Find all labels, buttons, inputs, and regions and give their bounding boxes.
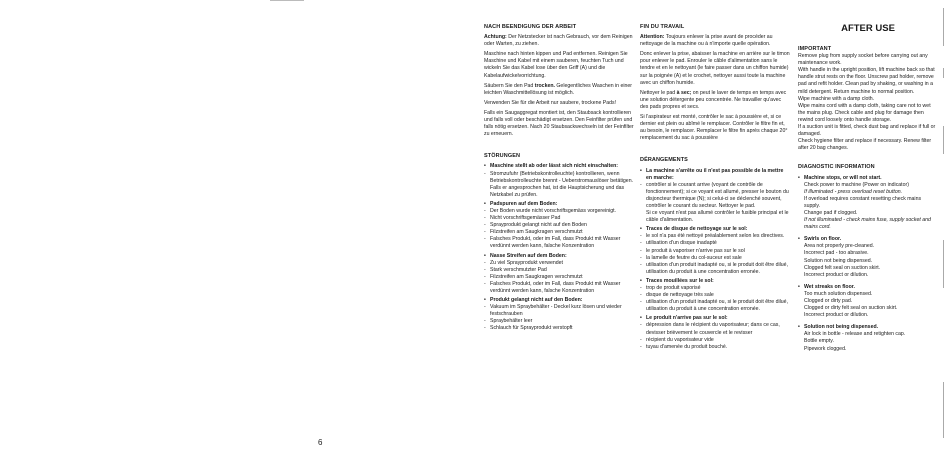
list-item: - Schlauch für Sprayprodukt verstopft: [484, 325, 634, 332]
section-heading: STÖRUNGEN: [484, 153, 521, 160]
fault-list: [798, 175, 938, 232]
paragraph: Si l'aspirateur est monté, contrôler le sac à poussière et, si ce dernier est plein ou abîmé le remplacer. Contrôler le filtre fin et, au besoin, le remplacer. Remplacer le filtre fin après chaque 20° remplacement du sac à poussière: [640, 114, 788, 142]
list-item: Solution not being dispensed.: [804, 257, 873, 264]
right-edge-bar: [943, 240, 944, 288]
list-item: - Nicht vorschriftsgemässer Pad: [484, 215, 634, 222]
list-item: - Sprayprodukt gelangt nicht auf den Boden: [484, 222, 634, 229]
fault-list: [484, 253, 634, 296]
paragraph: Donc enlever la prise, abaisser la machine en arrière sur le timon pour enlever le pad. Enrouler le câble d'alimentation sans le tendre et en le nettoyant (le faire passer dans un chiffon humide) sur la poignée (A) et le crochet, nettoyer aussi toute la machine avec un chiffon humide.: [640, 51, 790, 86]
list-item: - Der Boden wurde nicht vorschriftsgemäss vorgereinigt.: [484, 208, 634, 215]
fault-title: • Traces de disque de nettoyage sur le sol:: [640, 226, 790, 233]
list-item: - Stromzufuhr (Betriebskontrolleuchte) kontrollieren, wenn Betriebskontrolleuchte brennt - Ueberstromauslöser betätigen. Falls er angesprochen hat, ist die Hauptsicherung und das Netzkabel zu prüfen.: [484, 171, 634, 199]
page-number: 6: [318, 438, 323, 447]
right-edge-bar: [943, 382, 944, 438]
paragraph: Maschine nach hinten kippen und Pad entfernen. Reinigen Sie Maschine und Kabel mit einem sauberen, feuchten Tuch und wickeln Sie das Kabel lose über den Griff (A) und die Kabelaufwickelvorrichtung.: [484, 51, 628, 79]
list-item: - disque de nettoyage très sale: [640, 292, 790, 299]
french-column: [640, 24, 790, 353]
list-item: - tuyau d'amenée du produit bouché.: [640, 344, 790, 351]
paragraph: Wipe machine with a damp cloth.: [798, 95, 875, 102]
paragraph: Remove plug from supply socket before carrying out any maintenance work.: [798, 53, 928, 67]
list-item: - Falsches Produkt, oder im Fall, dass Produkt mit Wasser verdünnt werden kann, falsche Konzentration: [484, 281, 634, 295]
list-item: If overload requires constant resetting check mains supply.: [804, 195, 922, 209]
warning-label: Attention:: [640, 34, 665, 41]
list-item: Si ce voyant n'est pas allumé contrôler le fusible principal et le câble d'alimentation.: [646, 210, 789, 224]
list-item: - Vakuum im Spraybehälter - Deckel kurz lösen und wieder festschrauben: [484, 304, 634, 318]
list-item: - la lamelle de feutre du col-suceur est sale: [640, 255, 790, 262]
fault-list: [484, 163, 634, 198]
list-item: - Stark verschmutzter Pad: [484, 267, 634, 274]
section-heading: IMPORTANT: [798, 46, 832, 52]
right-edge-bar: [943, 126, 944, 154]
list-item: - contrôler si le courant arrive (voyant de contrôle de fonctionnement); si ce voyant est allumé, presser le bouton du disjoncteur thermique (N); si celui-ci se déclenché souvent, contrôler le courant du secteur. Nettoyer le pad.: [640, 182, 790, 210]
list-item: - Spraybehälter leer: [484, 318, 634, 325]
fault-title: • Wet streaks on floor.: [798, 284, 938, 291]
list-item: - Falsches Produkt, oder im Fall, dass Produkt mit Wasser verdünnt werden kann, falsche Konzentration: [484, 236, 634, 250]
fault-title: • Swirls on floor.: [798, 236, 938, 243]
fault-list: [798, 236, 938, 279]
fault-list: [640, 315, 790, 350]
list-item: - dépression dans le récipient du vaporisateur; dans ce cas, devisser brièvement le couvercle et le revisser: [640, 322, 790, 336]
fault-list: [640, 168, 790, 225]
fault-title: • Maschine stellt ab oder lässt sich nicht einschalten:: [484, 163, 634, 170]
german-column: [484, 24, 634, 335]
list-item: - le sol n'a pas été nettoyé préalablement selon les directives.: [640, 233, 790, 240]
paragraph-text: on peut le laver de temps en temps avec une solution détergente peu concentrée. Ne travailler qu'avec des pads propres et secs.: [640, 89, 787, 110]
paragraph-text: Nettoyer le pad: [640, 89, 677, 96]
right-edge-bar: [943, 8, 944, 46]
list-item: Incorrect pad - too abrasive.: [804, 250, 869, 257]
list-item: - Filzstreifen am Saugkragen verschmutzt: [484, 229, 634, 236]
fault-title: • Solution not being dispensed.: [798, 324, 938, 331]
section-heading: DIAGNOSTIC INFORMATION: [798, 164, 875, 171]
list-item: Check power to machine (Power on indicator): [804, 181, 909, 188]
section-heading: FIN DU TRAVAIL: [640, 24, 685, 30]
fault-title: • La machine s'arrête ou il n'est pas possible de la mettre en marche:: [640, 168, 790, 182]
page-title: AFTER USE: [841, 23, 895, 34]
paragraph: Check hygiene filter and replace if necessary. Renew filter after 20 bag changes.: [798, 138, 932, 152]
fault-title: • Machine stops, or will not start.: [798, 175, 938, 182]
fault-list: [640, 226, 790, 276]
paragraph: [484, 34, 634, 48]
list-item: - Zu viel Sprayprodukt verwendet: [484, 260, 634, 267]
paragraph: Falls ein Saugaggregat montiert ist, den Staubsack kontrollieren und falls voll oder beschädigt ersetzen. Den Feinfilter prüfen und falls nötig ersetzen. Nach 20 Staubsackwechseln ist der Feinfilter zu erneuern.: [484, 109, 634, 138]
paragraph: With handle in the upright position, lift machine back so that handle strut rests on the floor. Unscrew pad holder, remove pad and refit holder. Clean pad by shaking, or washing in a mild detergent. Return machine to normal position.: [798, 67, 935, 95]
paragraph: [640, 90, 790, 111]
paragraph-text: Gelegentliches Waschen in einer leichten Waschmittellösung ist möglich.: [484, 82, 633, 96]
list-item: Clogged or dirty felt seal on suction skirt.: [804, 305, 898, 312]
fault-title: • Traces mouillées sur le sol:: [640, 278, 790, 285]
english-column: [798, 24, 938, 355]
list-item: - Filzstreifen am Saugkragen verschmutzt: [484, 274, 634, 281]
list-item: If not illuminated - check mains fuse, supply socket and mains cord.: [804, 217, 931, 231]
fault-list: [798, 324, 938, 352]
paragraph-text: Toujours enlever la prise avant de procéder au nettoyage de la machine ou à n'importe quelle opération.: [640, 34, 773, 48]
fault-title: • Le produit n'arrive pas sur le sol:: [640, 315, 790, 322]
paragraph: [640, 34, 790, 48]
list-item: Bottle empty.: [804, 338, 834, 345]
list-item: Clogged felt seal on suction skirt.: [804, 264, 881, 271]
warning-label: Achtung:: [484, 34, 507, 41]
list-item: Area not properly pre-cleaned.: [804, 243, 875, 250]
fault-list: [798, 284, 938, 319]
list-item: - trop de produit vaporisé: [640, 285, 790, 292]
list-item: - utilisation d'un disque inadapté: [640, 240, 790, 247]
paragraph: Wipe mains cord with a damp cloth, taking care not to wet the mains plug. Check cable and plug for damage then rewind cord loosely onto handle storage.: [798, 102, 931, 123]
fault-list: [484, 297, 634, 332]
fault-list: [640, 278, 790, 313]
list-item: Air lock in bottle - release and retighten cap.: [804, 331, 906, 338]
list-item: Incorrect product or dilution.: [804, 312, 869, 319]
paragraph: Verwenden Sie für die Arbeit nur saubere, trockene Pads!: [484, 99, 617, 106]
list-item: Too much solution dispensed.: [804, 290, 873, 297]
paragraph: [484, 83, 634, 97]
list-item: - utilisation d'un produit inadapté ou, si le produit doit être dilué, utilisation du produit à une concentration erronée.: [640, 262, 790, 276]
list-item: - le produit à vaporiser n'arrive pas sur le sol: [640, 248, 790, 255]
top-divider-line: [270, 0, 304, 1]
fault-title: • Padspuren auf dem Boden:: [484, 201, 634, 208]
list-item: If illuminated - press overload reset button.: [804, 188, 903, 195]
paragraph-text: Säubern Sie den Pad: [484, 82, 535, 89]
fault-list: [484, 201, 634, 251]
list-item: Change pad if clogged.: [804, 209, 858, 216]
section-heading: NACH BEENDIGUNG DER ARBEIT: [484, 24, 577, 30]
list-item: Clogged or dirty pad.: [804, 298, 853, 304]
section-heading: DÉRANGEMENTS: [640, 157, 688, 164]
list-item: - utilisation d'un produit inadapté ou, si le produit doit être dilué, utilisation du produit à une concentration erronée.: [640, 299, 790, 313]
paragraph-text: Der Netzstecker ist nach Gebrauch, vor dem Reinigen oder Warten, zu ziehen.: [484, 34, 633, 48]
list-item: Pipework clogged.: [804, 345, 847, 352]
fault-title: • Nasse Streifen auf dem Boden:: [484, 253, 634, 260]
paragraph: If a suction unit is fitted, check dust bag and replace if full or damaged.: [798, 124, 936, 138]
emphasis-text: à sec;: [676, 89, 692, 96]
right-edge-bar: [943, 68, 944, 78]
list-item: - récipient du vaporisateur vide: [640, 337, 790, 344]
list-item: Incorrect product or dilution.: [804, 271, 869, 278]
fault-title: • Produkt gelangt nicht auf den Boden:: [484, 297, 634, 304]
emphasis-text: trocken.: [534, 82, 555, 89]
